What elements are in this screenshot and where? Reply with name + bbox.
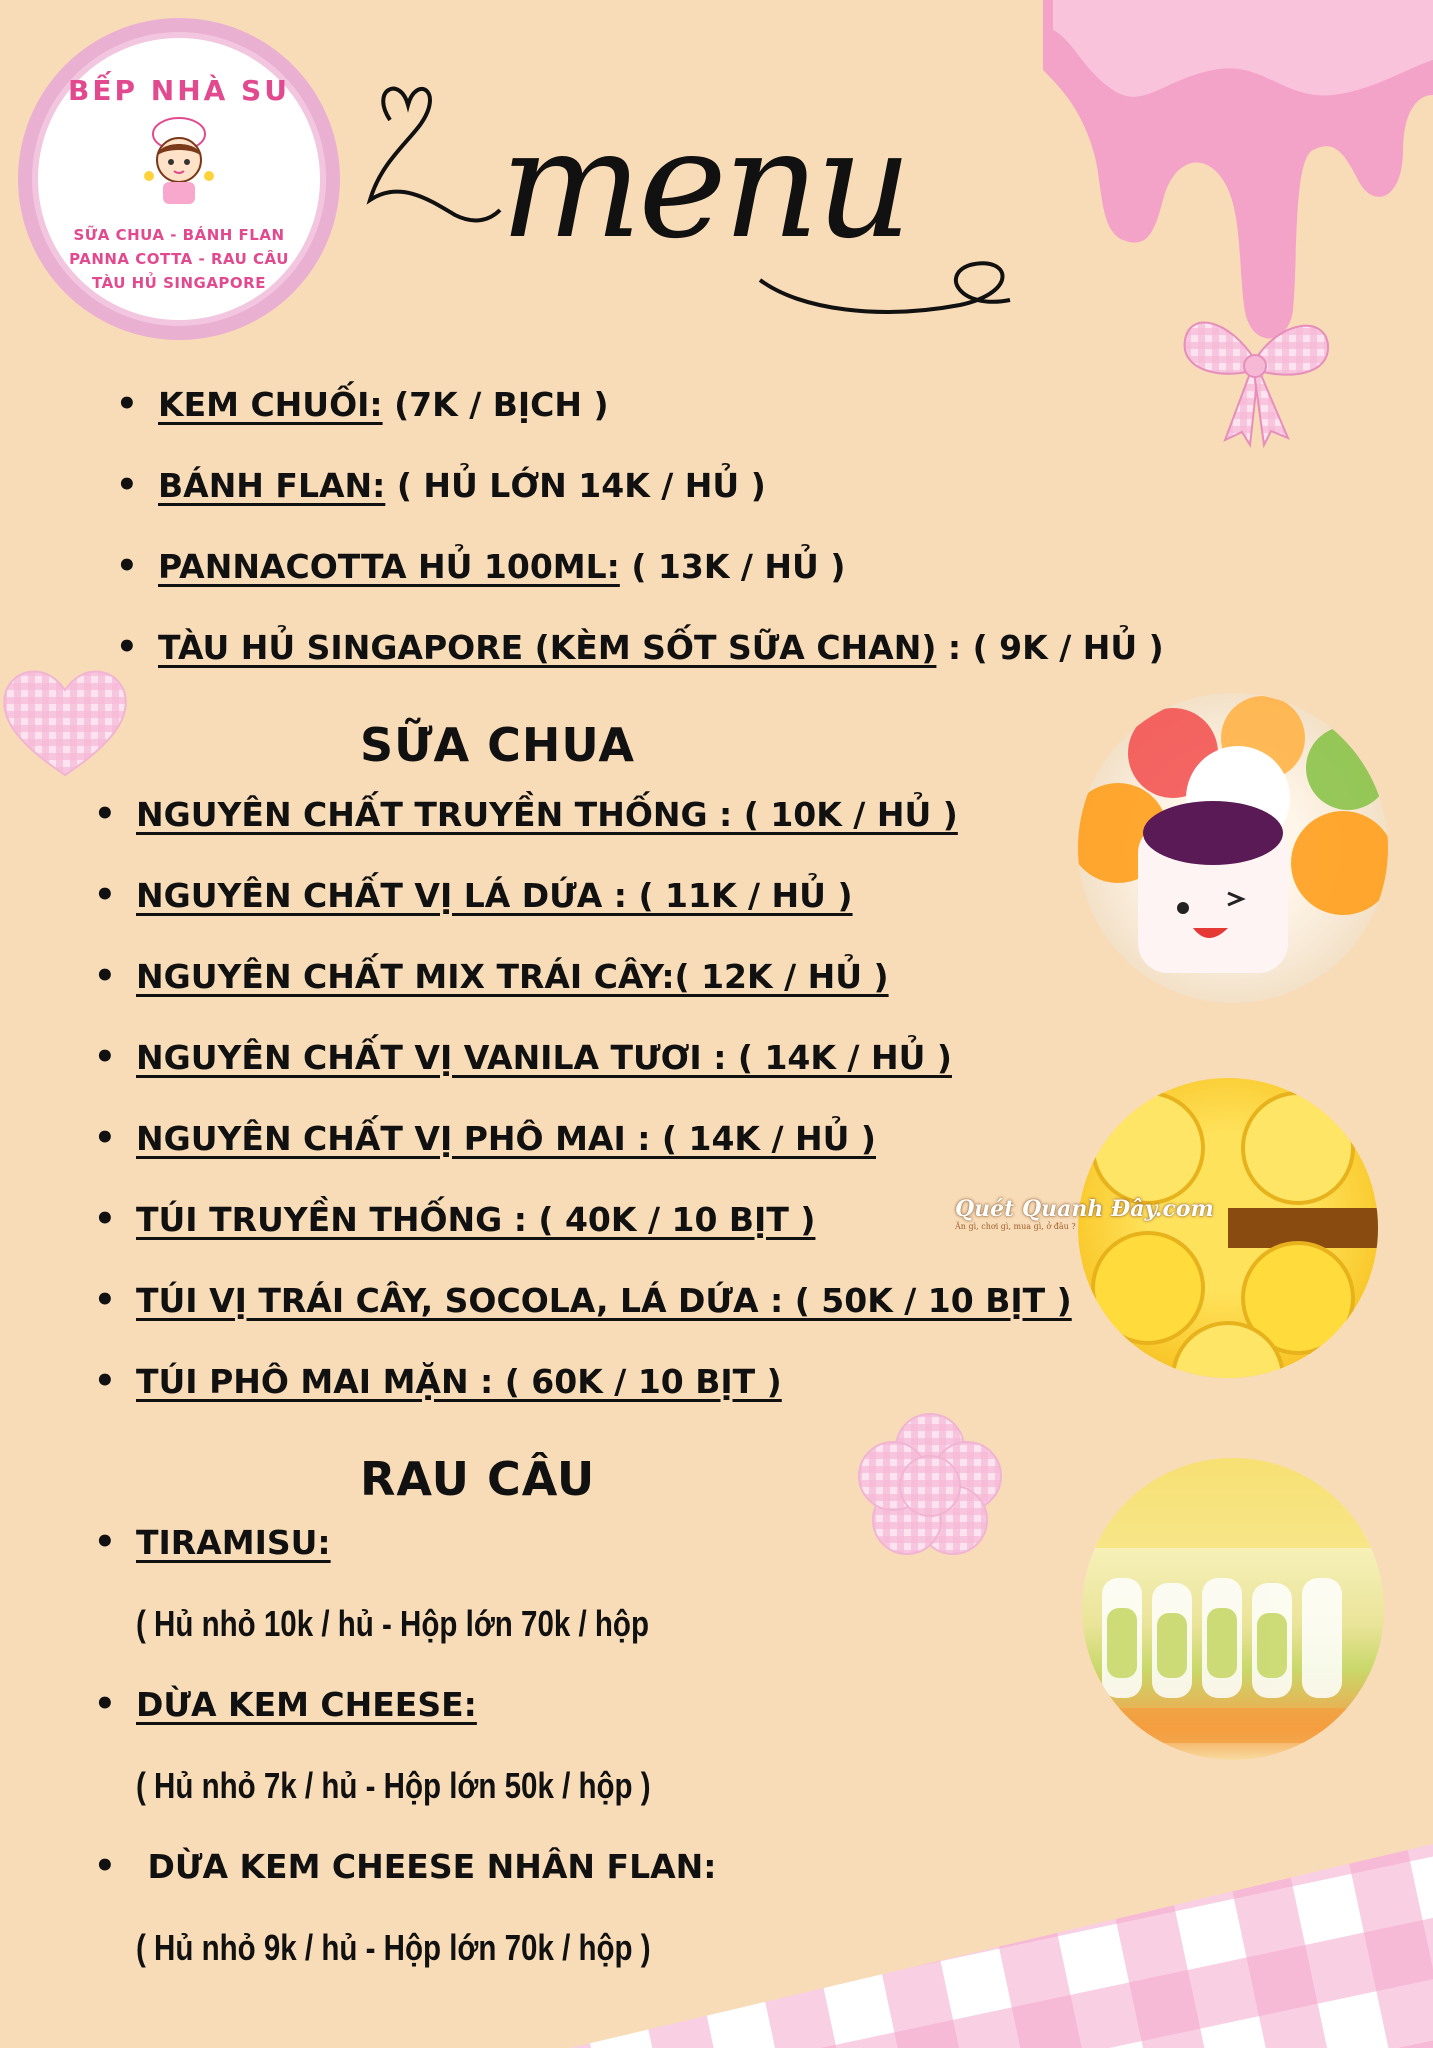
brand-logo xyxy=(18,18,340,340)
logo-line-2: PANNA COTTA - RAU CÂU xyxy=(69,250,289,268)
list-item: • NGUYÊN CHẤT VỊ PHÔ MAI : ( 14K / HỦ ) xyxy=(136,1098,1072,1179)
gingham-heart-icon xyxy=(0,655,130,785)
logo-line-1: SỮA CHUA - BÁNH FLAN xyxy=(73,226,285,244)
chef-girl-icon xyxy=(139,116,219,208)
list-item: • TÀU HỦ SINGAPORE (KÈM SỐT SỮA CHAN) : ( 9K / HỦ ) xyxy=(158,607,1164,688)
sua-chua-list xyxy=(136,774,1072,1422)
section-heading-rau-cau: RAU CÂU xyxy=(360,1452,596,1506)
list-item: • NGUYÊN CHẤT VỊ LÁ DỨA : ( 11K / HỦ ) xyxy=(136,855,1072,936)
list-item: • NGUYÊN CHẤT TRUYỀN THỐNG : ( 10K / HỦ ) xyxy=(136,774,1072,855)
list-item: • PANNACOTTA HỦ 100ML: ( 13K / HỦ ) xyxy=(158,526,1164,607)
gingham-bow-icon xyxy=(1170,300,1340,450)
logo-line-3: TÀU HỦ SINGAPORE xyxy=(92,274,266,292)
item-price-detail: ( Hủ nhỏ 9k / hủ - Hộp lớn 70k / hộp ) xyxy=(136,1927,651,1968)
list-item: • NGUYÊN CHẤT VỊ VANILA TƯƠI : ( 14K / HỦ ) xyxy=(136,1017,1072,1098)
rau-cau-list xyxy=(136,1502,764,1988)
item-price-detail: ( Hủ nhỏ 10k / hủ - Hộp lớn 70k / hộp xyxy=(136,1603,649,1644)
list-item: • TIRAMISU: xyxy=(136,1502,764,1583)
item-price-detail: ( Hủ nhỏ 7k / hủ - Hộp lớn 50k / hộp ) xyxy=(136,1765,651,1806)
section-heading-sua-chua: SỮA CHUA xyxy=(360,718,635,772)
list-item: • DỪA KEM CHEESE NHÂN FLAN: xyxy=(136,1826,764,1907)
list-item: • TÚI TRUYỀN THỐNG : ( 40K / 10 BỊT ) xyxy=(136,1179,1072,1260)
watermark: Quét Quanh Đây.com Ăn gì, chơi gì, mua gì, ở đâu ? xyxy=(955,1196,1214,1231)
top-items-list xyxy=(158,364,1164,688)
list-item: • NGUYÊN CHẤT MIX TRÁI CÂY:( 12K / HỦ ) xyxy=(136,936,1072,1017)
list-item: • TÚI PHÔ MAI MẶN : ( 60K / 10 BỊT ) xyxy=(136,1341,1072,1422)
menu-title: menu xyxy=(500,98,909,272)
list-item: • DỪA KEM CHEESE: xyxy=(136,1664,764,1745)
yogurt-jars-photo xyxy=(1078,693,1388,1003)
logo-title: BẾP NHÀ SU xyxy=(68,74,290,107)
list-item: • BÁNH FLAN: ( HỦ LỚN 14K / HỦ ) xyxy=(158,445,1164,526)
jelly-rolls-photo xyxy=(1082,1458,1384,1760)
list-item: • KEM CHUỐI: (7K / BỊCH ) xyxy=(158,364,1164,445)
gingham-flower-icon xyxy=(855,1410,1005,1560)
list-item: • TÚI VỊ TRÁI CÂY, SOCOLA, LÁ DỨA : ( 50K / 10 BỊT ) xyxy=(136,1260,1072,1341)
